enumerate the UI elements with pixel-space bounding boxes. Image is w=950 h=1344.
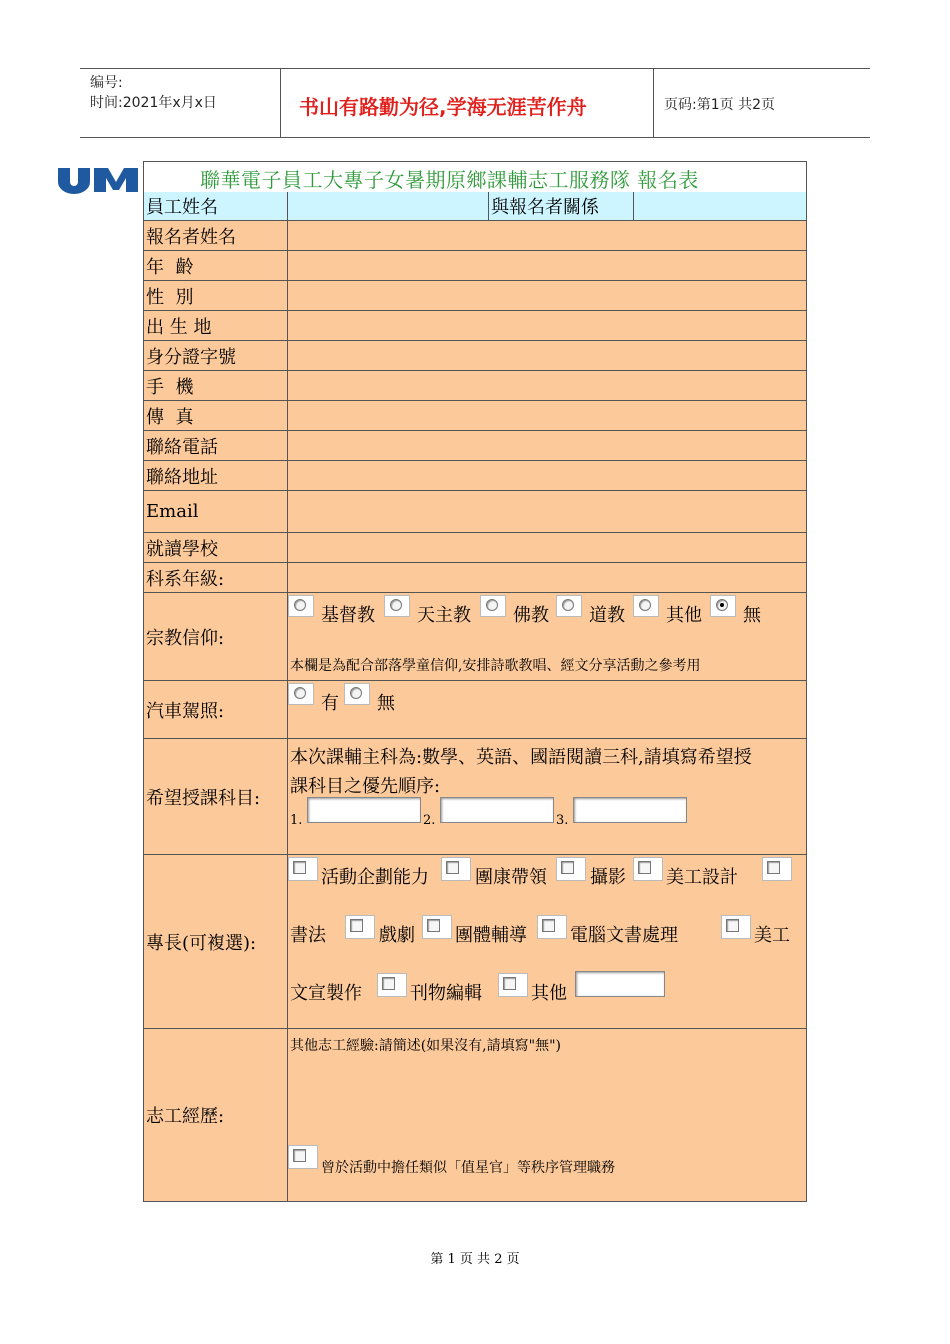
age-label-text: 年 齡 — [146, 256, 194, 278]
skill-label-photography: 攝影 — [590, 867, 626, 888]
skill-checkbox-publication-editing[interactable] — [377, 973, 407, 997]
age-label — [144, 251, 288, 280]
skill-checkbox-group-games[interactable] — [441, 857, 471, 881]
license-field — [288, 681, 806, 738]
row-religion — [143, 593, 807, 681]
skill-label-art: 美工 — [754, 925, 790, 946]
subject-priority-2-number: 2. — [423, 813, 436, 828]
license-option-yes: 有 — [321, 693, 339, 714]
row-gender — [143, 281, 807, 311]
row-applicant-name — [143, 221, 807, 251]
employee-name-label: 員工姓名 — [144, 192, 288, 220]
department-field[interactable] — [288, 563, 806, 592]
skill-checkbox-event-planning[interactable] — [288, 857, 318, 881]
skill-checkbox-word-processing[interactable] — [537, 915, 567, 939]
religion-option-buddhism: 佛教 — [513, 605, 549, 626]
subjects-label: 希望授課科目: — [144, 739, 288, 854]
mobile-label-text: 手 機 — [146, 376, 194, 398]
serial-label: 编号: — [90, 75, 123, 91]
license-radio-no[interactable] — [344, 683, 370, 705]
phone-field[interactable] — [288, 431, 806, 460]
skill-label-group-counseling: 團體輔導 — [455, 925, 527, 946]
row-email — [143, 491, 807, 533]
skill-label-publicity: 文宣製作 — [290, 983, 362, 1004]
subjects-instruction-line2: 課科目之優先順序: — [290, 776, 441, 797]
applicant-name-field[interactable] — [288, 221, 806, 250]
id-number-field[interactable] — [288, 341, 806, 370]
subject-priority-3-number: 3. — [556, 813, 569, 828]
email-label: Email — [144, 491, 288, 532]
volunteer-field[interactable] — [288, 1029, 806, 1201]
license-radio-yes[interactable] — [288, 683, 314, 705]
row-address — [143, 461, 807, 491]
age-field[interactable] — [288, 251, 806, 280]
motto: 书山有路勤为径,学海无涯苦作舟 — [299, 95, 587, 119]
row-volunteer — [143, 1029, 807, 1202]
skill-label-event-planning: 活動企劃能力 — [321, 867, 429, 888]
religion-radio-christian[interactable] — [288, 595, 314, 617]
skill-checkbox-group-counseling[interactable] — [422, 915, 452, 939]
row-school — [143, 533, 807, 563]
email-field[interactable] — [288, 491, 806, 532]
religion-note: 本欄是為配合部落學童信仰,安排詩歌教唱、經文分享活動之參考用 — [290, 658, 701, 674]
form-title: 聯華電子員工大專子女暑期原鄉課輔志工服務隊 報名表 — [200, 168, 699, 192]
school-field[interactable] — [288, 533, 806, 562]
gender-label-text: 性 別 — [146, 286, 194, 308]
applicant-name-label: 報名者姓名 — [144, 221, 288, 250]
skill-checkbox-art-design[interactable] — [633, 857, 663, 881]
religion-radio-other[interactable] — [633, 595, 659, 617]
subjects-instruction-line1: 本次課輔主科為:數學、英語、國語閱讀三科,請填寫希望授 — [290, 747, 752, 768]
religion-radio-none[interactable] — [710, 595, 736, 617]
school-label: 就讀學校 — [144, 533, 288, 562]
row-license — [143, 681, 807, 739]
fax-field[interactable] — [288, 401, 806, 430]
page-info: 页码:第1页 共2页 — [664, 97, 775, 113]
row-age — [143, 251, 807, 281]
skill-label-other: 其他 — [531, 983, 567, 1004]
skills-label: 專長(可複選): — [144, 855, 288, 1028]
skill-label-drama: 戲劇 — [379, 925, 415, 946]
skill-other-input[interactable] — [575, 971, 665, 997]
skill-label-publication-editing: 刊物編輯 — [410, 983, 482, 1004]
gender-label — [144, 281, 288, 310]
registration-form — [143, 192, 807, 1202]
row-department — [143, 563, 807, 593]
religion-label: 宗教信仰: — [144, 593, 288, 680]
skills-field — [288, 855, 806, 1028]
row-subjects — [143, 739, 807, 855]
skill-checkbox-other[interactable] — [498, 973, 528, 997]
row-birthplace — [143, 311, 807, 341]
time-label: 时间:2021年x月x日 — [90, 95, 217, 111]
skill-checkbox-calligraphy[interactable] — [762, 857, 792, 881]
fax-label — [144, 401, 288, 430]
title-box — [143, 161, 807, 193]
religion-option-catholic: 天主教 — [417, 605, 471, 626]
row-employee-name — [143, 192, 807, 221]
religion-radio-buddhism[interactable] — [480, 595, 506, 617]
volunteer-duty-checkbox[interactable] — [288, 1145, 318, 1169]
employee-name-field[interactable] — [288, 192, 806, 220]
skill-checkbox-publicity[interactable] — [721, 915, 751, 939]
volunteer-duty-label: 曾於活動中擔任類似「值星官」等秩序管理職務 — [321, 1160, 615, 1176]
subject-priority-3-input[interactable] — [573, 797, 687, 823]
license-label: 汽車駕照: — [144, 681, 288, 738]
subject-priority-1-input[interactable] — [307, 797, 421, 823]
religion-radio-taoism[interactable] — [556, 595, 582, 617]
row-mobile — [143, 371, 807, 401]
skill-label-word-processing: 電腦文書處理 — [570, 925, 678, 946]
subject-priority-1-number: 1. — [290, 813, 303, 828]
license-option-no: 無 — [377, 693, 395, 714]
religion-radio-catholic[interactable] — [384, 595, 410, 617]
relation-label: 與報名者關係 — [488, 192, 634, 220]
department-label: 科系年級: — [144, 563, 288, 592]
header-page-cell — [654, 69, 870, 137]
religion-field — [288, 593, 806, 680]
religion-option-taoism: 道教 — [589, 605, 625, 626]
phone-label: 聯絡電話 — [144, 431, 288, 460]
birthplace-label-text: 出 生 地 — [146, 316, 212, 338]
birthplace-field[interactable] — [288, 311, 806, 340]
header-motto-cell — [281, 69, 654, 137]
address-label: 聯絡地址 — [144, 461, 288, 490]
id-number-label: 身分證字號 — [144, 341, 288, 370]
skill-label-group-games: 團康帶領 — [475, 867, 547, 888]
fax-label-text: 傳 真 — [146, 406, 194, 428]
religion-option-none: 無 — [743, 605, 761, 626]
volunteer-prompt: 其他志工經驗:請簡述(如果沒有,請填寫"無") — [290, 1038, 561, 1054]
skill-label-calligraphy: 書法 — [290, 925, 326, 946]
row-skills — [143, 855, 807, 1029]
volunteer-label: 志工經歷: — [144, 1029, 288, 1201]
row-id-number — [143, 341, 807, 371]
document-header — [80, 68, 870, 138]
row-phone — [143, 431, 807, 461]
skill-checkbox-photography[interactable] — [556, 857, 586, 881]
religion-option-christian: 基督教 — [321, 605, 375, 626]
birthplace-label — [144, 311, 288, 340]
subjects-field — [288, 739, 806, 854]
religion-option-other: 其他 — [666, 605, 702, 626]
mobile-field[interactable] — [288, 371, 806, 400]
gender-field[interactable] — [288, 281, 806, 310]
page-footer: 第 1 页 共 2 页 — [430, 1252, 520, 1267]
header-meta-cell — [80, 69, 281, 137]
row-fax — [143, 401, 807, 431]
subject-priority-2-input[interactable] — [440, 797, 554, 823]
mobile-label — [144, 371, 288, 400]
address-field[interactable] — [288, 461, 806, 490]
skill-checkbox-drama[interactable] — [345, 915, 375, 939]
skill-label-art-design: 美工設計 — [666, 867, 738, 888]
